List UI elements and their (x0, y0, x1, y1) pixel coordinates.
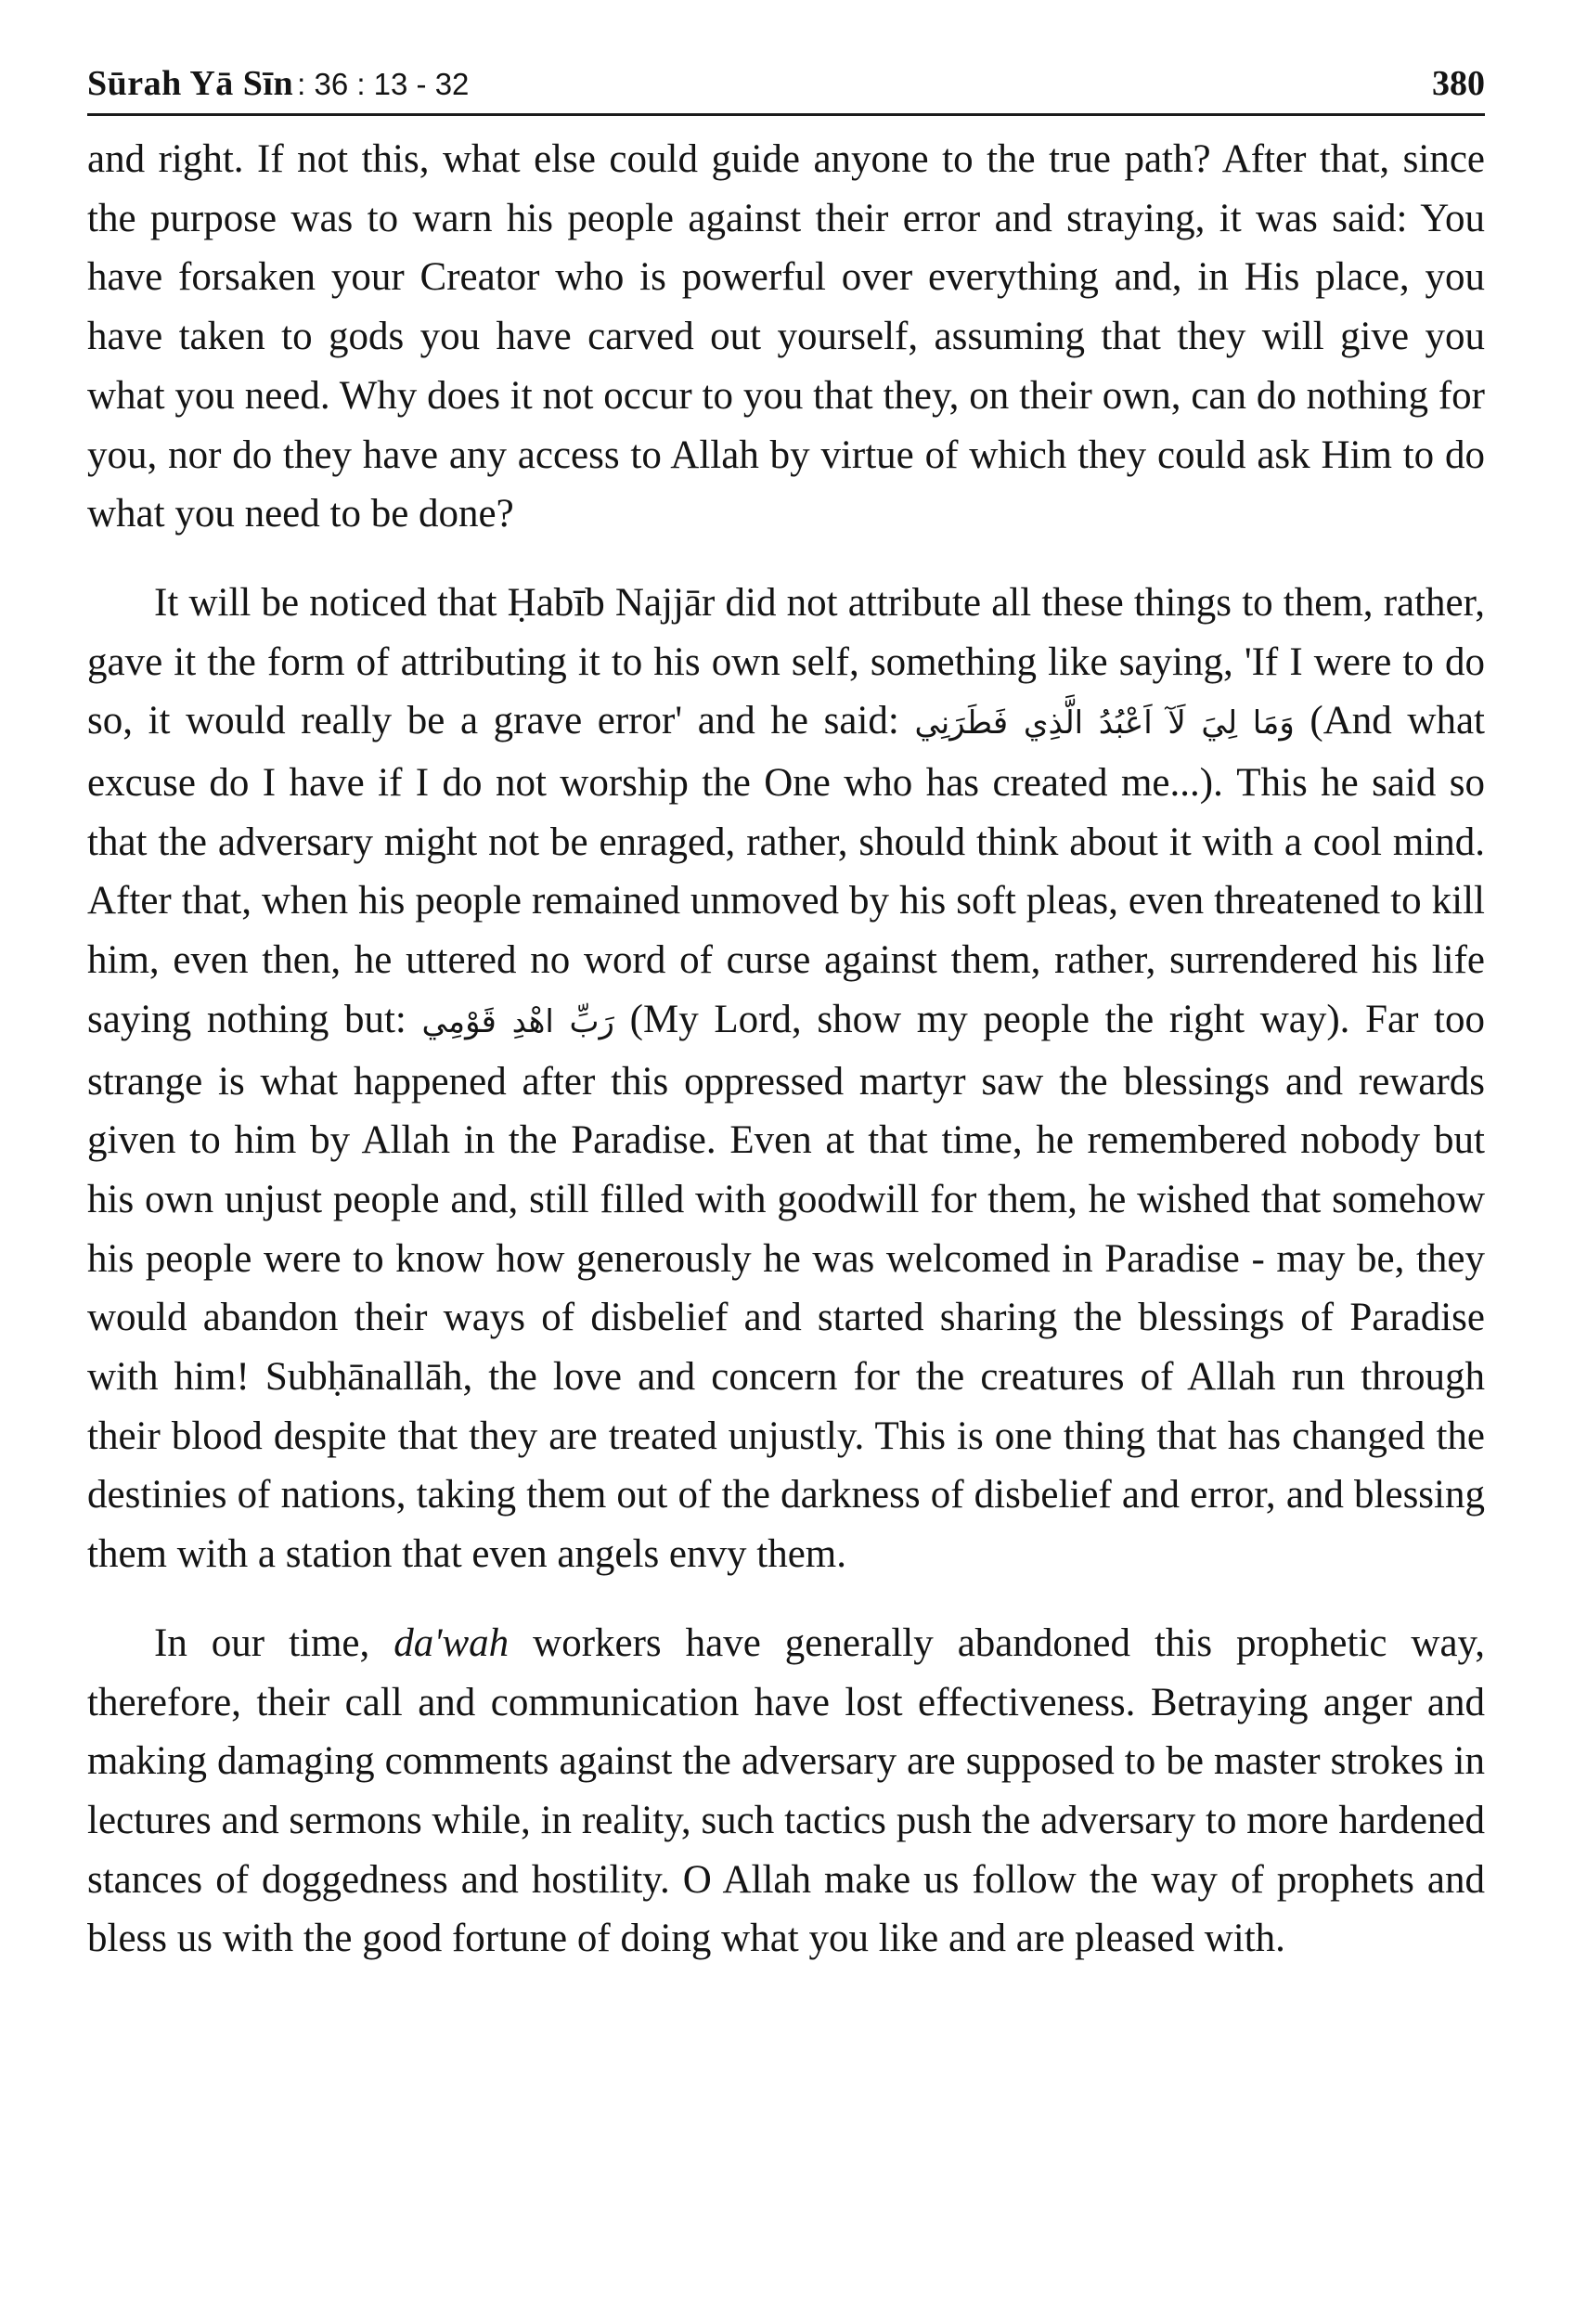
arabic-quote-2: رَبِّ اهْدِ قَوْمِي (421, 1002, 614, 1040)
paragraph-3-text-a: In our time, (154, 1620, 370, 1665)
paragraph-3-text-b: workers have generally abandoned this prophetic way, therefore, their call and communication have lost effectiveness. Betraying anger and making damaging comments against the adversary are supposed to be master strokes in lectures and sermons while, in reality, such tactics push the adversary to more hardened stances of doggedness and hostility. O Allah make us follow the way of prophets and bless us with the good fortune of doing what you like and are pleased with. (87, 1620, 1486, 1961)
surah-name: Sūrah Yā Sīn (87, 64, 294, 103)
dawah-term: da'wah (394, 1620, 510, 1665)
paragraph-2-text-b: (And what excuse do I have if I do not worship the One who has created me...). This he said so that the adversary might not be enraged, rather, should think about it with a cool mind. After that, when his people remained unmoved by his soft pleas, even threatened to kill him, even then, he uttered no word of curse against them, rather, surrendered his life saying nothing but: (87, 699, 1485, 1041)
running-title (87, 63, 469, 104)
running-header (87, 45, 1485, 116)
paragraph-2 (87, 574, 1485, 1584)
paragraph-2-text-c: (My Lord, show my people the right way). Far too strange is what happened after this oppressed martyr saw the blessings and rewards given to him by Allah in the Paradise. Even at that time, he remembered nobody but his own unjust people and, still filled with goodwill for them, he wished that somehow his people were to know how generously he was welcomed in Paradise - may be, they would abandon their ways of disbelief and started sharing the blessings of Paradise with him! Subḥānallāh, the love and concern for the creatures of Allah run through their blood despite that they are treated unjustly. This is one thing that has changed the destinies of nations, taking them out of the darkness of disbelief and error, and blessing them with a station that even angels envy them. (87, 997, 1485, 1577)
verse-reference: : 36 : 13 - 32 (297, 67, 470, 101)
arabic-quote-1: وَمَا لِيَ لَآ اَعْبُدُ الَّذِي فَطَرَنِي (914, 704, 1295, 742)
body-text (87, 130, 1485, 1998)
paragraph-3 (87, 1614, 1485, 1969)
paragraph-2-text-a: It will be noticed that Ḥabīb Najjār did not attribute all these things to them, rather, gave it the form of attributing it to his own self, something like saying, 'If I were to do so, it would really be a grave error' and he said: (87, 580, 1485, 743)
page-number: 380 (1432, 64, 1485, 103)
paragraph-1: and right. If not this, what else could guide anyone to the true path? After that, since the purpose was to warn his people against their error and straying, it was said: You have forsaken your Creator who is powerful over everything and, in His place, you have taken to gods you have carved out yourself, assuming that they will give you what you need. Why does it not occur to you that they, on their own, can do nothing for you, nor do they have any access to Allah by virtue of which they could ask Him to do what you need to be done? (87, 137, 1485, 536)
